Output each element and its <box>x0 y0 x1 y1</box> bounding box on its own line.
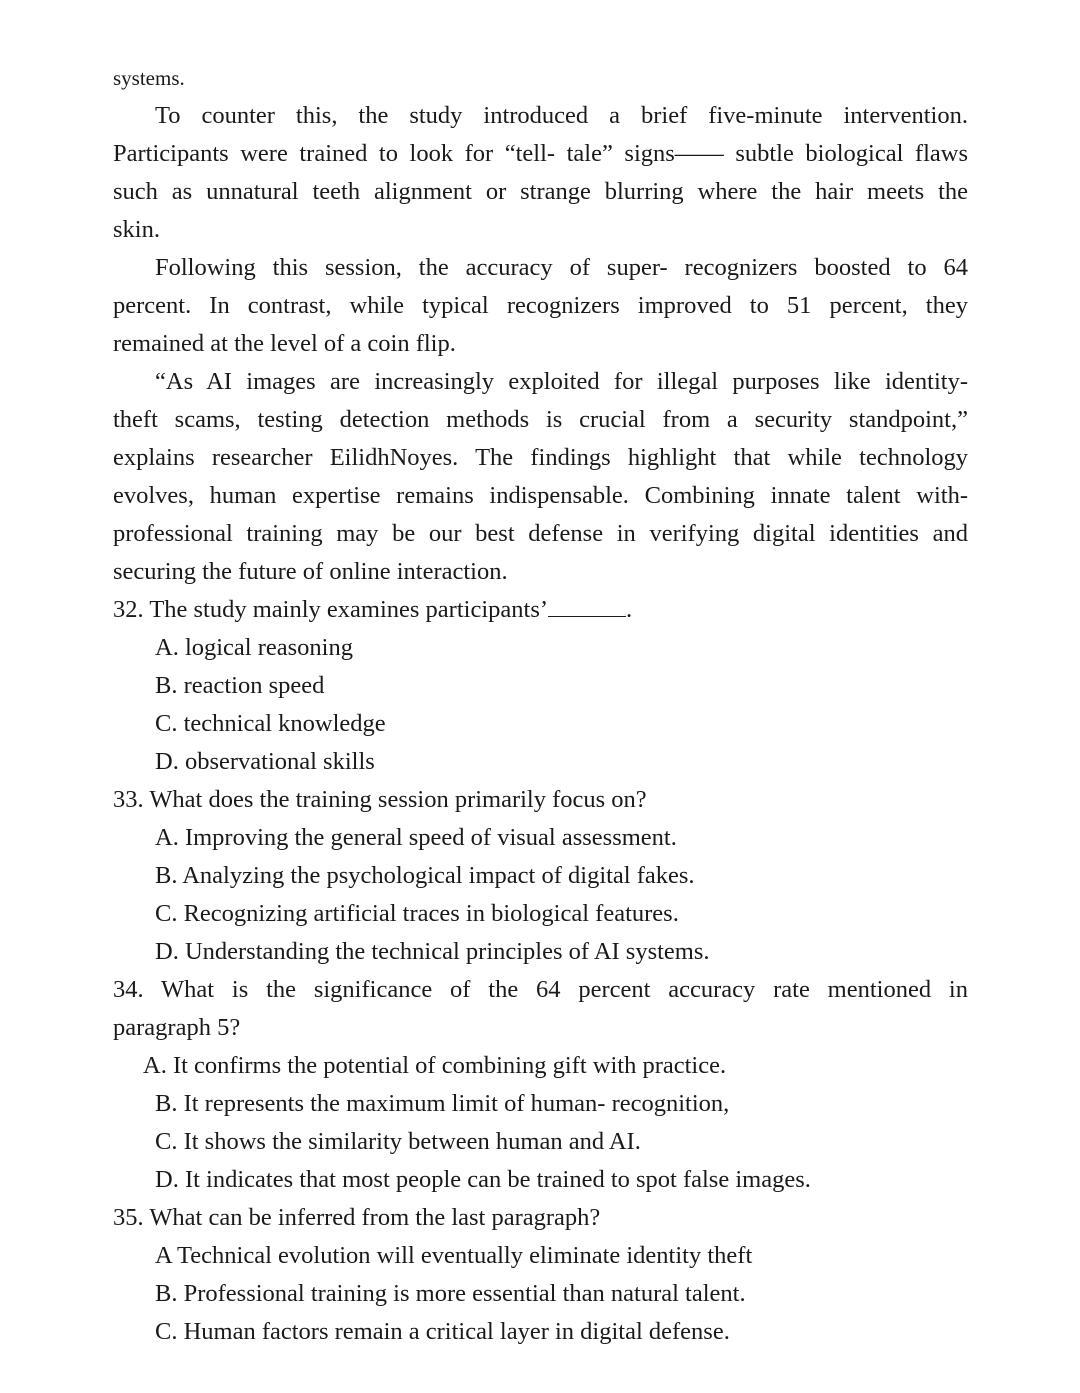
question-32 <box>113 591 968 781</box>
passage-line: such as unnatural teeth alignment or strange blurring where the hair meets the <box>113 178 968 205</box>
question-stem <box>113 591 968 629</box>
passage-line: systems. <box>113 66 185 90</box>
option-d: D. observational skills <box>155 748 375 775</box>
passage-line: securing the future of online interaction. <box>113 558 508 585</box>
passage-line: “As AI images are increasingly exploited for illegal purposes like identity- <box>155 368 968 395</box>
question-35 <box>113 1199 968 1351</box>
passage-line: evolves, human expertise remains indispensable. Combining innate talent with- <box>113 482 968 509</box>
option-a: A. Improving the general speed of visual assessment. <box>155 824 677 851</box>
passage-line: theft scams, testing detection methods is crucial from a security standpoint,” <box>113 406 968 433</box>
question-number: 32. <box>113 596 144 623</box>
question-text: What does the training session primarily focus on? <box>149 786 647 813</box>
question-suffix: . <box>626 596 633 623</box>
question-stem: 34. What is the significance of the 64 percent accuracy rate mentioned in <box>113 976 968 1003</box>
passage <box>113 59 968 591</box>
option-a: A. It confirms the potential of combining gift with practice. <box>143 1052 727 1079</box>
question-33 <box>113 781 968 971</box>
option-a: A. logical reasoning <box>155 634 353 661</box>
option-b: B. Analyzing the psychological impact of digital fakes. <box>155 862 695 889</box>
passage-line: remained at the level of a coin flip. <box>113 330 456 357</box>
option-d: D. It indicates that most people can be trained to spot false images. <box>155 1166 811 1193</box>
question-34 <box>113 971 968 1199</box>
question-stem-continued: paragraph 5? <box>113 1014 241 1041</box>
option-a: A Technical evolution will eventually eliminate identity theft <box>155 1242 753 1269</box>
question-text: What can be inferred from the last paragraph? <box>149 1204 601 1231</box>
passage-line: percent. In contrast, while typical recognizers improved to 51 percent, they <box>113 292 968 319</box>
passage-line: skin. <box>113 216 160 243</box>
option-c: C. technical knowledge <box>155 710 386 737</box>
option-c: C. Recognizing artificial traces in biological features. <box>155 900 679 927</box>
passage-line: To counter this, the study introduced a brief five-minute intervention. <box>155 102 968 129</box>
document-page <box>113 59 968 1351</box>
question-number: 33. <box>113 786 144 813</box>
question-text: The study mainly examines participants’ <box>149 596 549 623</box>
passage-line: Following this session, the accuracy of super- recognizers boosted to 64 <box>155 254 968 281</box>
question-stem <box>113 781 968 819</box>
question-stem <box>113 1199 968 1237</box>
option-d: D. Understanding the technical principles of AI systems. <box>155 938 710 965</box>
answer-blank <box>548 596 626 617</box>
option-c: C. It shows the similarity between human and AI. <box>155 1128 641 1155</box>
option-b: B. Professional training is more essential than natural talent. <box>155 1280 746 1307</box>
option-b: B. It represents the maximum limit of human- recognition, <box>155 1090 730 1117</box>
passage-line: Participants were trained to look for “tell- tale” signs—— subtle biological flaws <box>113 140 968 167</box>
option-b: B. reaction speed <box>155 672 325 699</box>
question-number: 35. <box>113 1204 144 1231</box>
option-c: C. Human factors remain a critical layer in digital defense. <box>155 1318 730 1345</box>
passage-line: professional training may be our best defense in verifying digital identities and <box>113 520 968 547</box>
passage-line: explains researcher EilidhNoyes. The findings highlight that while technology <box>113 444 968 471</box>
